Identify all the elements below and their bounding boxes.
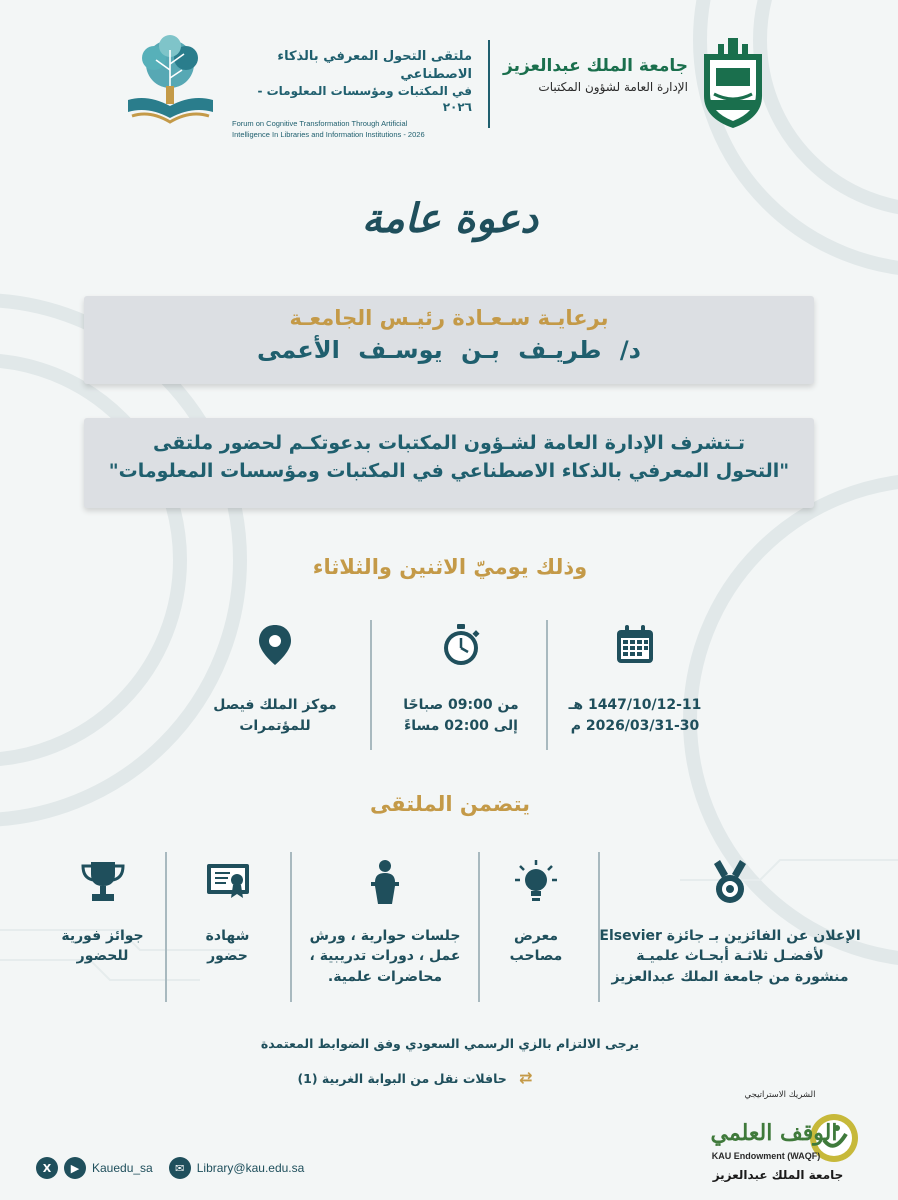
waqf-logo-icon bbox=[696, 1104, 861, 1188]
transport-text: حافلات نقل من البوابة الغربية (1) bbox=[297, 1071, 507, 1086]
location-pin-icon bbox=[253, 623, 297, 667]
intro-line1: تـتشرف الإدارة العامة لشـؤون المكتبات بدعوتكـم لحضور ملتقى bbox=[152, 432, 745, 454]
email-icon[interactable]: ✉ bbox=[169, 1157, 191, 1179]
contact-bar bbox=[36, 1156, 314, 1180]
certificate-icon bbox=[204, 858, 252, 906]
feature-award-line3: منشورة من جامعة الملك عبدالعزيز bbox=[611, 968, 849, 985]
transport-note bbox=[250, 1068, 580, 1087]
features-row bbox=[40, 852, 860, 1012]
forum-title-line2: في المكتبات ومؤسسات المعلومات - ٢٠٢٦ bbox=[257, 84, 472, 115]
partner-university: جامعة الملك عبدالعزيز bbox=[712, 1168, 844, 1182]
header bbox=[0, 30, 898, 140]
feature-sessions bbox=[295, 852, 475, 1012]
feature-sessions-line3: محاضرات علمية. bbox=[327, 968, 443, 985]
feature-exhibition bbox=[480, 852, 592, 1012]
patronage-box bbox=[84, 296, 814, 384]
info-divider bbox=[370, 620, 372, 750]
feature-award bbox=[595, 852, 865, 1012]
feature-sessions-line2: عمل ، دورات تدريبية ، bbox=[309, 948, 461, 965]
venue-info bbox=[190, 615, 360, 755]
dress-code-note: يرجى الالتزام بالزي الرسمي السعودي وفق الضوابط المعتمدة bbox=[260, 1036, 640, 1051]
feature-divider bbox=[478, 852, 480, 1002]
contact-email[interactable]: Library@kau.edu.sa bbox=[196, 1161, 305, 1175]
strategic-partner bbox=[690, 1090, 870, 1190]
feature-prizes-line2: للحضور bbox=[76, 948, 129, 965]
time-to: إلى 02:00 مساءً bbox=[404, 718, 518, 734]
patronage-line1: برعايـة سـعـادة رئيـس الجامعـة bbox=[289, 306, 609, 330]
feature-divider bbox=[290, 852, 292, 1002]
time-from: من 09:00 صباحًا bbox=[403, 697, 519, 713]
date-hijri: 1447/10/12-11 هـ bbox=[568, 697, 702, 713]
university-block bbox=[500, 56, 688, 94]
x-twitter-icon[interactable]: X bbox=[36, 1157, 58, 1179]
venue-line2: للمؤتمرات bbox=[239, 718, 311, 734]
feature-exhibition-line1: معرض bbox=[513, 928, 559, 944]
swap-arrows-icon: ⇄ bbox=[519, 1068, 533, 1087]
partner-name-ar: الوقف العلمي bbox=[710, 1120, 838, 1146]
feature-award-line1: الإعلان عن الفائزين بـ جائزة Elsevier bbox=[599, 928, 861, 944]
university-logo-icon bbox=[694, 34, 772, 130]
feature-award-line2: لأفضـل ثلاثـة أبحـاث علميـة bbox=[636, 948, 824, 965]
feature-prizes-line1: جوائز فورية bbox=[61, 928, 144, 944]
info-divider bbox=[546, 620, 548, 750]
trophy-icon bbox=[79, 858, 127, 906]
stopwatch-icon bbox=[439, 623, 483, 667]
feature-sessions-line1: جلسات حوارية ، ورش bbox=[309, 928, 461, 944]
feature-certificate-line1: شهادة bbox=[205, 928, 250, 944]
feature-exhibition-line2: مصاحب bbox=[509, 948, 563, 965]
feature-prizes bbox=[45, 852, 160, 1012]
header-divider bbox=[488, 40, 490, 128]
youtube-icon[interactable]: ▶ bbox=[64, 1157, 86, 1179]
forum-logo-icon bbox=[118, 30, 223, 130]
forum-title-block bbox=[232, 48, 472, 140]
calendar-icon bbox=[613, 623, 657, 667]
partner-name-en: KAU Endowment (WAQF) bbox=[711, 1151, 821, 1161]
award-medal-icon bbox=[706, 858, 754, 906]
forum-title-line1: ملتقى التحول المعرفي بالذكاء الاصطناعي bbox=[277, 49, 472, 82]
intro-box bbox=[84, 418, 814, 508]
includes-title: يتضمن الملتقى bbox=[369, 792, 531, 816]
date-info bbox=[550, 615, 720, 755]
forum-title-en-line1: Forum on Cognitive Transformation Through Artificial bbox=[232, 119, 408, 129]
social-handle[interactable]: Kauedu_sa bbox=[92, 1161, 153, 1175]
days-text: وذلك يوميّ الاثنين والثلاثاء bbox=[312, 555, 588, 579]
department-name: الإدارة العامة لشؤون المكتبات bbox=[538, 80, 688, 94]
invitation-title: دعوة عامة bbox=[361, 195, 539, 242]
venue-line1: موكز الملك فيصل bbox=[213, 697, 337, 713]
event-info-row bbox=[190, 615, 720, 755]
feature-certificate-line2: حضور bbox=[207, 948, 248, 965]
intro-line2: "التحول المعرفي بالذكاء الاصطناعي في المكتبات ومؤسسات المعلومات" bbox=[108, 460, 790, 482]
feature-certificate bbox=[170, 852, 285, 1012]
forum-title-en-line2: Intelligence In Libraries and Information Institutions - 2026 bbox=[232, 129, 425, 139]
university-name: جامعة الملك عبدالعزيز bbox=[503, 56, 688, 76]
speaker-podium-icon bbox=[361, 858, 409, 906]
lightbulb-icon bbox=[512, 858, 560, 906]
date-gregorian: 2026/03/31-30 م bbox=[570, 718, 700, 734]
time-info bbox=[376, 615, 546, 755]
partner-label: الشريك الاستراتيجي bbox=[744, 1090, 816, 1100]
patronage-line2: د/ طريـف بـن يوسـف الأعمى bbox=[257, 336, 641, 364]
feature-divider bbox=[165, 852, 167, 1002]
feature-divider bbox=[598, 852, 600, 1002]
